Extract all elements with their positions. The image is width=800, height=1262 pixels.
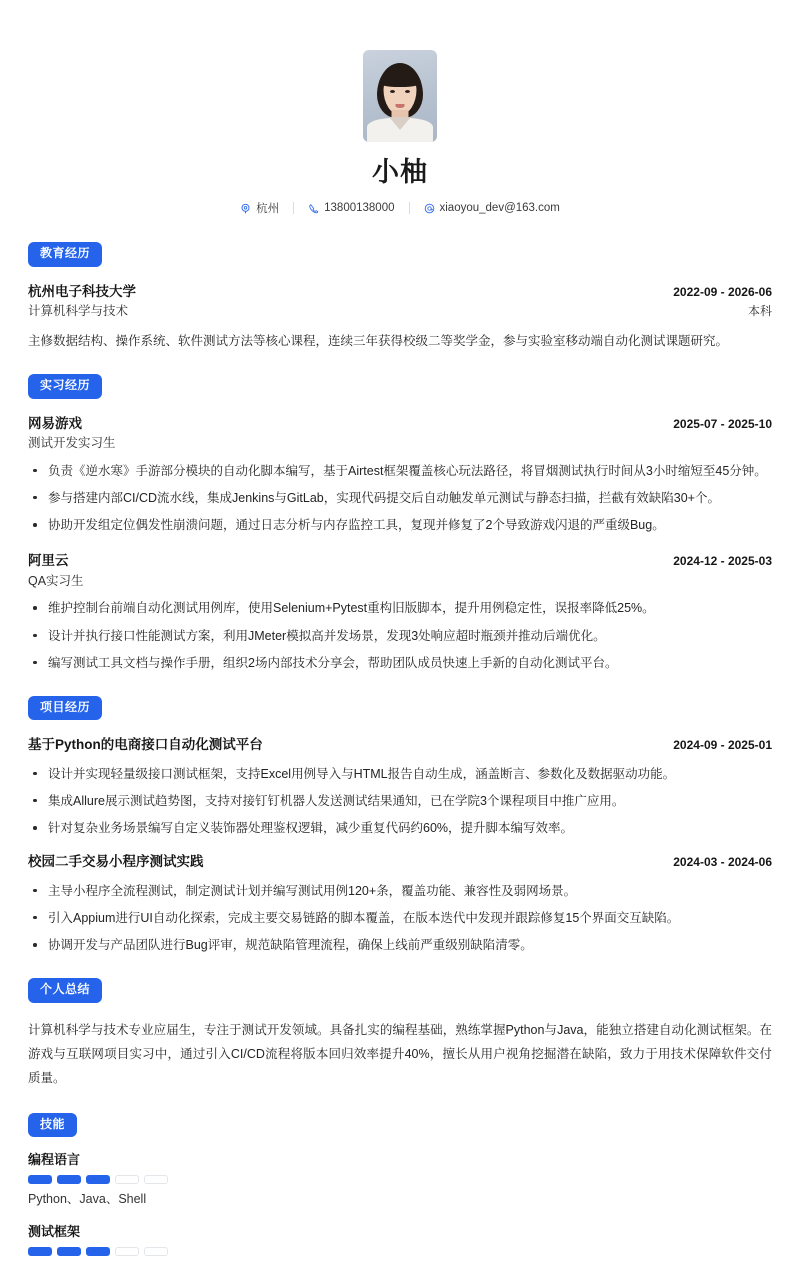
list-item: 协调开发与产品团队进行Bug评审，规范缺陷管理流程，确保上线前严重级别缺陷清零。 [28, 934, 772, 956]
education-major: 计算机科学与技术 [28, 303, 129, 318]
project-entry [28, 852, 772, 956]
education-row-secondary [28, 302, 772, 321]
internship-company: 网易游戏 [28, 415, 82, 431]
internship-bullets [28, 460, 772, 537]
candidate-name: 小柚 [372, 157, 428, 187]
skill-label: 测试框架 [28, 1223, 81, 1239]
email-icon [424, 203, 435, 214]
project-row-primary [28, 735, 772, 755]
internship-role: QA实习生 [28, 573, 84, 588]
skill-segment-filled [86, 1247, 110, 1256]
internship-entry [28, 551, 772, 674]
internship-date: 2025-07 - 2025-10 [673, 416, 772, 431]
avatar-collar [389, 117, 411, 130]
list-item: 针对复杂业务场景编写自定义装饰器处理鉴权逻辑，减少重复代码约60%，提升脚本编写效率。 [28, 817, 772, 839]
education-date: 2022-09 - 2026-06 [673, 284, 772, 299]
education-description: 主修数据结构、操作系统、软件测试方法等核心课程，连续三年获得校级二等奖学金，参与实验室移动端自动化测试课题研究。 [28, 333, 729, 348]
internship-row-secondary [28, 572, 772, 591]
list-item: 主导小程序全流程测试，制定测试计划并编写测试用例120+条，覆盖功能、兼容性及弱网场景。 [28, 880, 772, 902]
section-projects [28, 696, 772, 956]
list-item: 编写测试工具文档与操作手册，组织2场内部技术分享会，帮助团队成员快速上手新的自动化测试平台。 [28, 652, 772, 674]
avatar-mouth [396, 104, 405, 108]
internship-row-primary [28, 551, 772, 571]
internship-row-secondary [28, 434, 772, 453]
contact-email-text: xiaoyou_dev@163.com [439, 202, 560, 215]
list-item: 设计并执行接口性能测试方案，利用JMeter模拟高并发场景，发现3处响应超时瓶颈并推动后端优化。 [28, 625, 772, 647]
list-item: 参与搭建内部CI/CD流水线，集成Jenkins与GitLab，实现代码提交后自动触发单元测试与静态扫描，拦截有效缺陷30+个。 [28, 487, 772, 509]
internship-company: 阿里云 [28, 553, 69, 569]
contact-bar [28, 200, 772, 216]
skill-label: 编程语言 [28, 1151, 81, 1167]
list-item: 维护控制台前端自动化测试用例库，使用Selenium+Pytest重构旧版脚本，提升用例稳定性，误报率降低25%。 [28, 597, 772, 619]
location-icon [240, 203, 251, 214]
section-internship [28, 374, 772, 674]
project-date: 2024-09 - 2025-01 [673, 738, 772, 753]
list-item: 协助开发组定位偶发性崩溃问题，通过日志分析与内存监控工具，复现并修复了2个导致游戏闪退的严重级Bug。 [28, 514, 772, 536]
phone-icon [308, 203, 319, 214]
internship-date: 2024-12 - 2025-03 [673, 554, 772, 569]
avatar-eye-left [390, 90, 395, 93]
section-skills [28, 1113, 772, 1256]
project-title: 基于Python的电商接口自动化测试平台 [28, 737, 263, 753]
contact-location [226, 200, 293, 216]
internship-bullets [28, 597, 772, 674]
internship-row-primary [28, 414, 772, 434]
internship-entry [28, 414, 772, 537]
list-item: 设计并实现轻量级接口测试框架，支持Excel用例导入与HTML报告自动生成，涵盖断言、参数化及数据驱动功能。 [28, 763, 772, 785]
project-entry [28, 735, 772, 839]
skill-segment-filled [57, 1175, 81, 1184]
skill-segment-empty [115, 1175, 139, 1184]
education-school: 杭州电子科技大学 [28, 283, 136, 299]
skill-segment-filled [28, 1247, 52, 1256]
contact-phone [294, 202, 408, 214]
summary-text: 计算机科学与技术专业应届生，专注于测试开发领域。具备扎实的编程基础，熟练掌握Python与Java，能独立搭建自动化测试框架。在游戏与互联网项目实习中，通过引入CI/CD流程将版本回归效率提升40%，擅长从用户视角挖掘潜在缺陷，致力于用技术保障软件交付质量。 [28, 1022, 772, 1086]
avatar [363, 50, 437, 142]
list-item: 负责《逆水寒》手游部分模块的自动化脚本编写，基于Airtest框架覆盖核心玩法路径，将冒烟测试执行时间从3小时缩短至45分钟。 [28, 460, 772, 482]
internship-role: 测试开发实习生 [28, 435, 116, 450]
skill-segment-filled [28, 1175, 52, 1184]
resume-header [28, 0, 772, 216]
project-date: 2024-03 - 2024-06 [673, 855, 772, 870]
contact-email [410, 202, 574, 214]
project-title: 校园二手交易小程序测试实践 [28, 854, 204, 870]
skill-segment-empty [115, 1247, 139, 1256]
skill-rating-bar [28, 1175, 772, 1184]
section-badge-summary: 个人总结 [28, 978, 102, 1002]
education-entry [28, 282, 772, 353]
contact-phone-text: 13800138000 [324, 202, 395, 215]
skill-entry [28, 1223, 772, 1256]
skill-detail: Python、Java、Shell [28, 1192, 147, 1207]
section-summary [28, 978, 772, 1090]
skill-segment-filled [57, 1247, 81, 1256]
skill-segment-empty [144, 1175, 168, 1184]
project-row-primary [28, 852, 772, 872]
contact-location-text: 杭州 [256, 203, 280, 216]
education-row-primary [28, 282, 772, 302]
skill-segment-empty [144, 1247, 168, 1256]
project-bullets [28, 880, 772, 957]
skill-entry [28, 1151, 772, 1209]
list-item: 引入Appium进行UI自动化探索，完成主要交易链路的脚本覆盖，在版本迭代中发现并跟踪修复15个界面交互缺陷。 [28, 907, 772, 929]
section-badge-education: 教育经历 [28, 242, 102, 266]
section-badge-skills: 技能 [28, 1113, 77, 1137]
skill-segment-filled [86, 1175, 110, 1184]
section-education [28, 242, 772, 352]
education-degree: 本科 [747, 303, 772, 318]
skill-rating-bar [28, 1247, 772, 1256]
project-bullets [28, 763, 772, 840]
list-item: 集成Allure展示测试趋势图，支持对接钉钉机器人发送测试结果通知，已在学院3个课程项目中推广应用。 [28, 790, 772, 812]
section-badge-projects: 项目经历 [28, 696, 102, 720]
section-badge-internship: 实习经历 [28, 374, 102, 398]
avatar-eye-right [405, 90, 410, 93]
